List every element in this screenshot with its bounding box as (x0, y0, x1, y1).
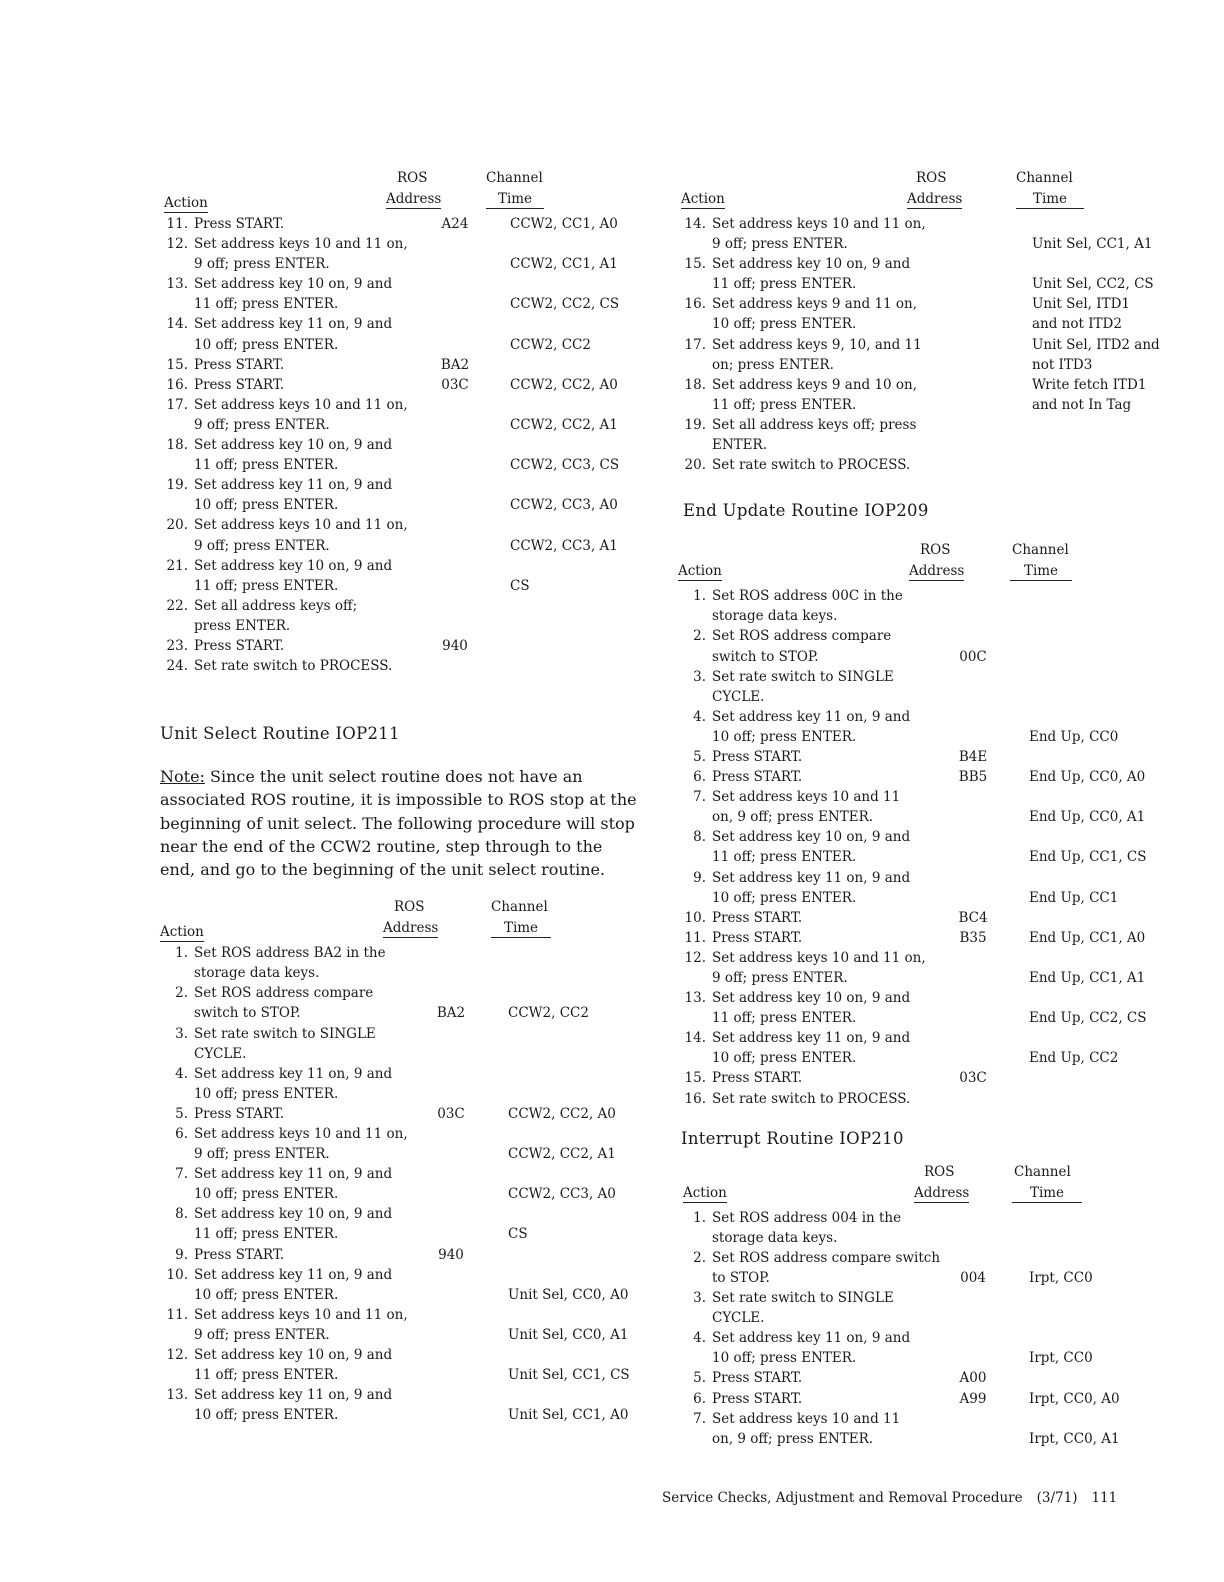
channel-time: Irpt, CC0 (1029, 1269, 1093, 1286)
step-action: Set address key 11 on, 9 and 10 off; press ENTER. (712, 869, 911, 906)
step-action: Set rate switch to PROCESS. (712, 1090, 911, 1107)
step-number: 24. (166, 658, 188, 675)
ccw2-procedure-continued (160, 170, 640, 676)
step-action: Set ROS address compare switch to STOP. (712, 628, 892, 665)
channel-time: CCW2, CC2, A0 (510, 376, 618, 393)
step-action: Press START. (712, 909, 803, 926)
step-action: Set address key 10 on, 9 and 11 off; press ENTER. (194, 1206, 393, 1243)
ros-address: A24 (441, 216, 469, 232)
step-number: 18. (684, 376, 706, 393)
step-row (160, 1064, 640, 1104)
step-row (678, 988, 1178, 1028)
action-header: Action (681, 191, 725, 207)
step-number: 3. (693, 1290, 706, 1307)
step-number: 10. (166, 1266, 188, 1283)
step-action: Set address key 11 on, 9 and 10 off; press ENTER. (194, 1065, 393, 1102)
channel-time: Unit Sel, CC0, A0 (508, 1286, 629, 1303)
step-row (678, 1409, 1178, 1449)
step-number: 1. (175, 945, 188, 962)
action-header: Action (164, 195, 208, 211)
channel-header-bottom: Time (1010, 563, 1072, 581)
channel-time: Irpt, CC0 (1029, 1350, 1093, 1367)
channel-header-top: Channel (486, 170, 543, 186)
step-number: 16. (684, 296, 706, 313)
right-column (678, 170, 1178, 1449)
step-action: Set ROS address 004 in the storage data keys. (712, 1209, 902, 1246)
step-action: Set address key 11 on, 9 and 10 off; press ENTER. (194, 1266, 393, 1303)
channel-time: Irpt, CC0, A0 (1029, 1390, 1120, 1407)
step-row (160, 475, 640, 515)
table-header (678, 542, 1178, 586)
step-action: Press START. (712, 1070, 803, 1087)
step-action: Set address key 10 on, 9 and 11 off; press ENTER. (194, 1347, 393, 1384)
interrupt-procedure (678, 1164, 1178, 1449)
step-action: Press START. (712, 1370, 803, 1387)
step-row (160, 435, 640, 475)
table-header (678, 170, 1178, 214)
step-number: 12. (166, 236, 188, 253)
step-number: 12. (684, 949, 706, 966)
step-number: 11. (166, 216, 188, 232)
channel-time: CCW2, CC2, A0 (508, 1105, 616, 1122)
step-number: 3. (693, 668, 706, 685)
step-row (160, 1124, 640, 1164)
step-action: Press START. (194, 356, 285, 373)
step-row (160, 943, 640, 983)
step-action: Set address keys 10 and 11 on, 9 off; press ENTER. (712, 1410, 901, 1447)
ros-address: 004 (960, 1269, 986, 1286)
step-action: Set address keys 10 and 11 on, 9 off; press ENTER. (712, 949, 926, 986)
step-action: Set rate switch to SINGLE CYCLE. (194, 1025, 376, 1062)
step-row (678, 868, 1178, 908)
step-action: Press START. (194, 216, 285, 232)
step-number: 18. (166, 437, 188, 454)
step-number: 5. (175, 1105, 188, 1122)
step-row (678, 1248, 1178, 1288)
step-number: 17. (166, 396, 188, 413)
ros-address: 00C (959, 648, 987, 665)
step-row (678, 375, 1178, 415)
step-number: 10. (684, 909, 706, 926)
section-title-end-update: End Update Routine IOP209 (683, 501, 929, 521)
step-action: Set rate switch to PROCESS. (712, 457, 911, 474)
ros-header-top: ROS (916, 170, 947, 186)
step-action: Press START. (194, 637, 285, 654)
channel-time: End Up, CC0, A1 (1029, 809, 1146, 826)
step-action: Set all address keys off; press ENTER. (712, 416, 917, 454)
step-row (678, 928, 1178, 948)
channel-header-bottom: Time (486, 191, 544, 209)
channel-time: CS (508, 1226, 528, 1243)
channel-time: Unit Sel, CC2, CS (1032, 276, 1154, 293)
page-footer (662, 1490, 1131, 1506)
step-list (678, 214, 1178, 475)
unit-select-procedure (160, 899, 640, 1425)
channel-time: Unit Sel, CC1, A1 (1032, 236, 1153, 253)
channel-header-bottom: Time (1016, 191, 1084, 209)
step-row (678, 747, 1178, 767)
footer-title: Service Checks, Adjustment and Removal Procedure (662, 1490, 1023, 1506)
ros-address: B35 (959, 929, 987, 946)
step-row (678, 827, 1178, 867)
step-action: Set address key 10 on, 9 and 11 off; press ENTER. (194, 557, 393, 594)
step-number: 9. (693, 869, 706, 886)
step-action: Set address keys 10 and 11 on, 9 off; press ENTER. (712, 216, 926, 253)
step-row (678, 908, 1178, 928)
step-action: Set ROS address compare switch to STOP. (194, 985, 374, 1022)
channel-time: End Up, CC2 (1029, 1050, 1119, 1067)
step-action: Press START. (194, 1105, 285, 1122)
channel-time: CCW2, CC1, A0 (510, 216, 618, 232)
step-row (160, 1385, 640, 1425)
step-number: 22. (166, 597, 188, 614)
step-action: Press START. (712, 748, 803, 765)
step-number: 3. (175, 1025, 188, 1042)
step-action: Set address key 10 on, 9 and 11 off; press ENTER. (712, 829, 911, 866)
note-paragraph (160, 765, 640, 881)
step-action: Set address keys 10 and 11 on, 9 off; press ENTER. (194, 1126, 408, 1163)
step-number: 16. (684, 1090, 706, 1107)
end-update-procedure (678, 542, 1178, 1108)
section-title-unit-select: Unit Select Routine IOP211 (160, 724, 400, 744)
step-row (678, 1328, 1178, 1368)
channel-time: CCW2, CC3, A1 (510, 537, 618, 554)
step-row (160, 1024, 640, 1064)
step-number: 8. (175, 1206, 188, 1223)
ros-header-bottom: Address (909, 563, 965, 580)
ros-address: B4E (958, 748, 988, 765)
step-number: 21. (166, 557, 188, 574)
action-header: Action (160, 924, 204, 941)
channel-time: CCW2, CC1, A1 (510, 256, 618, 273)
step-number: 9. (175, 1246, 188, 1263)
step-row (160, 596, 640, 636)
step-number: 5. (693, 748, 706, 765)
step-action: Set ROS address compare switch to STOP. (712, 1249, 941, 1286)
step-number: 7. (693, 789, 706, 806)
ros-header-bottom: Address (914, 1184, 970, 1201)
step-row (678, 214, 1178, 254)
channel-time: CCW2, CC3, A0 (510, 497, 618, 514)
channel-time: CCW2, CC3, CS (510, 457, 620, 474)
step-number: 14. (684, 1030, 706, 1047)
step-row (160, 1305, 640, 1345)
step-row (160, 1345, 640, 1385)
step-list (678, 586, 1178, 1108)
page-number: 111 (1091, 1490, 1118, 1506)
step-number: 14. (166, 316, 188, 333)
step-number: 4. (693, 708, 706, 725)
step-number: 7. (693, 1410, 706, 1427)
footer-date: (3/71) (1036, 1490, 1078, 1506)
step-number: 1. (693, 1209, 706, 1226)
step-action: Set address key 11 on, 9 and 10 off; press ENTER. (194, 1387, 393, 1424)
step-action: Set address keys 10 and 11 on, 9 off; press ENTER. (194, 517, 408, 554)
channel-time: End Up, CC2, CS (1029, 1010, 1147, 1027)
step-number: 7. (175, 1166, 188, 1183)
step-action: Set address key 10 on, 9 and 11 off; press ENTER. (712, 256, 911, 293)
channel-header-top: Channel (491, 899, 548, 916)
channel-time: End Up, CC0, A0 (1029, 769, 1146, 786)
section-title-interrupt: Interrupt Routine IOP210 (681, 1128, 904, 1148)
channel-time: CCW2, CC2, A1 (510, 416, 618, 433)
step-action: Set all address keys off; press ENTER. (194, 597, 358, 634)
step-action: Set ROS address BA2 in the storage data keys. (194, 945, 386, 982)
step-row (678, 1368, 1178, 1388)
step-list (678, 1208, 1178, 1449)
step-action: Set address key 11 on, 9 and 10 off; press ENTER. (712, 708, 911, 745)
step-action: Set address keys 10 and 11 on, 9 off; press ENTER. (712, 789, 901, 826)
step-row (678, 626, 1178, 666)
ros-address: A00 (959, 1370, 987, 1387)
channel-time: CS (510, 577, 530, 594)
step-row (160, 375, 640, 395)
step-row (160, 395, 640, 435)
step-row (678, 787, 1178, 827)
step-number: 6. (175, 1126, 188, 1143)
step-number: 16. (166, 376, 188, 393)
step-action: Press START. (712, 1390, 803, 1407)
step-action: Set address key 11 on, 9 and 10 off; press ENTER. (712, 1330, 911, 1367)
unit-select-procedure-continued (678, 170, 1178, 475)
channel-time: CCW2, CC3, A0 (508, 1186, 616, 1203)
step-row (678, 1389, 1178, 1409)
step-row (160, 1245, 640, 1265)
step-action: Set rate switch to SINGLE CYCLE. (712, 1290, 894, 1327)
step-row (678, 1068, 1178, 1088)
table-header (678, 1164, 1178, 1208)
channel-time: End Up, CC1, CS (1029, 849, 1147, 866)
ros-address: 940 (438, 1246, 464, 1263)
channel-time: Irpt, CC0, A1 (1029, 1430, 1120, 1447)
step-number: 19. (684, 416, 706, 433)
step-number: 2. (693, 628, 706, 645)
step-action: Set rate switch to SINGLE CYCLE. (712, 668, 894, 705)
step-number: 11. (166, 1306, 188, 1323)
channel-time: CCW2, CC2, CS (510, 296, 620, 313)
step-number: 2. (693, 1249, 706, 1266)
ros-header-top: ROS (397, 170, 428, 186)
step-number: 4. (175, 1065, 188, 1082)
step-row (160, 214, 640, 234)
channel-header-top: Channel (1014, 1163, 1071, 1180)
ros-address: 940 (442, 637, 468, 654)
step-number: 19. (166, 477, 188, 494)
ros-address: 03C (437, 1105, 465, 1122)
step-number: 4. (693, 1330, 706, 1347)
step-action: Set address keys 10 and 11 on, 9 off; press ENTER. (194, 1306, 408, 1343)
step-row (160, 656, 640, 676)
step-number: 14. (684, 216, 706, 232)
ros-address: BA2 (440, 356, 470, 373)
step-action: Set rate switch to PROCESS. (194, 658, 393, 675)
step-number: 6. (693, 1390, 706, 1407)
step-number: 11. (684, 929, 706, 946)
step-action: Set address key 10 on, 9 and 11 off; press ENTER. (712, 990, 911, 1027)
step-number: 17. (684, 336, 706, 353)
step-action: Set address keys 10 and 11 on, 9 off; press ENTER. (194, 236, 408, 273)
step-row (678, 667, 1178, 707)
step-number: 8. (693, 829, 706, 846)
channel-time: End Up, CC1, A1 (1029, 970, 1146, 986)
channel-time: Write fetch ITD1 and not In Tag (1032, 376, 1147, 413)
step-row (678, 335, 1178, 375)
step-row (678, 1089, 1178, 1109)
ros-address: BC4 (958, 909, 988, 926)
step-row (678, 1028, 1178, 1068)
step-row (678, 948, 1178, 988)
step-number: 6. (693, 769, 706, 786)
step-number: 13. (684, 990, 706, 1007)
step-row (678, 586, 1178, 626)
action-header: Action (683, 1184, 727, 1201)
step-row (160, 1204, 640, 1244)
ros-address: 03C (441, 376, 469, 393)
channel-time: CCW2, CC2 (508, 1005, 589, 1022)
step-action: Set address key 11 on, 9 and 10 off; press ENTER. (194, 477, 393, 514)
left-column (160, 170, 640, 1425)
step-action: Set ROS address 00C in the storage data keys. (712, 588, 903, 625)
channel-time: End Up, CC1, A0 (1029, 929, 1146, 946)
step-row (160, 274, 640, 314)
step-row (678, 415, 1178, 455)
step-row (678, 1208, 1178, 1248)
step-row (160, 314, 640, 354)
step-row (678, 707, 1178, 747)
step-row (160, 515, 640, 555)
step-row (678, 1288, 1178, 1328)
ros-address: BA2 (436, 1005, 466, 1022)
step-list (160, 943, 640, 1425)
step-row (678, 254, 1178, 294)
ros-header-top: ROS (924, 1163, 955, 1180)
ros-header-top: ROS (394, 899, 425, 916)
step-number: 12. (166, 1347, 188, 1364)
ros-header-bottom: Address (907, 191, 963, 207)
step-row (678, 455, 1178, 475)
step-number: 20. (684, 457, 706, 474)
step-row (678, 767, 1178, 787)
step-action: Set address keys 9, 10, and 11 on; press ENTER. (712, 336, 922, 373)
step-row (160, 1164, 640, 1204)
note-label: Note: (160, 767, 205, 787)
table-header (160, 899, 640, 943)
step-action: Set address keys 10 and 11 on, 9 off; press ENTER. (194, 396, 408, 433)
channel-time: CCW2, CC2 (510, 336, 591, 353)
step-row (160, 983, 640, 1023)
step-action: Press START. (712, 929, 803, 946)
step-number: 15. (684, 256, 706, 273)
channel-header-bottom: Time (491, 920, 551, 938)
step-action: Set address key 10 on, 9 and 11 off; press ENTER. (194, 437, 393, 474)
step-row (160, 1104, 640, 1124)
step-number: 20. (166, 517, 188, 534)
channel-time: Unit Sel, CC0, A1 (508, 1326, 629, 1343)
step-number: 13. (166, 1387, 188, 1404)
step-row (160, 556, 640, 596)
step-number: 15. (684, 1070, 706, 1087)
channel-header-top: Channel (1012, 542, 1069, 559)
step-number: 15. (166, 356, 188, 373)
step-action: Set address keys 9 and 10 on, 11 off; press ENTER. (712, 376, 918, 413)
step-list (160, 214, 640, 676)
table-header (160, 170, 640, 214)
step-row (160, 636, 640, 656)
action-header: Action (678, 563, 722, 580)
channel-header-top: Channel (1016, 170, 1073, 186)
step-action: Press START. (194, 376, 285, 393)
channel-time: End Up, CC0 (1029, 728, 1119, 745)
step-row (678, 294, 1178, 334)
step-action: Set address key 11 on, 9 and 10 off; press ENTER. (712, 1030, 911, 1067)
ros-address: A99 (959, 1390, 987, 1407)
channel-time: CCW2, CC2, A1 (508, 1146, 616, 1163)
channel-time: End Up, CC1 (1029, 889, 1119, 906)
step-number: 1. (693, 588, 706, 605)
channel-time: Unit Sel, CC1, A0 (508, 1407, 629, 1424)
channel-header-bottom: Time (1012, 1185, 1082, 1203)
step-action: Set address key 11 on, 9 and 10 off; press ENTER. (194, 1166, 393, 1203)
step-action: Set address key 11 on, 9 and 10 off; press ENTER. (194, 316, 393, 353)
step-number: 5. (693, 1370, 706, 1387)
note-text: Since the unit select routine does not have an associated ROS routine, it is impossible to ROS stop at the beginning of unit select. The following procedure will stop near the end of the CCW2 routine, step through to the end, and go to the beginning of the unit select routine. (160, 767, 637, 879)
step-number: 2. (175, 985, 188, 1002)
step-number: 23. (166, 637, 188, 654)
ros-address: BB5 (958, 769, 988, 786)
step-action: Set address key 10 on, 9 and 11 off; press ENTER. (194, 276, 393, 313)
step-action: Set address keys 9 and 11 on, 10 off; press ENTER. (712, 296, 918, 333)
channel-time: Unit Sel, ITD2 and not ITD3 (1032, 336, 1160, 373)
step-row (160, 1265, 640, 1305)
step-number: 13. (166, 276, 188, 293)
ros-header-bottom: Address (386, 191, 442, 207)
ros-address: 03C (959, 1070, 987, 1087)
ros-header-bottom: Address (383, 920, 439, 937)
channel-time: Unit Sel, CC1, CS (508, 1367, 630, 1384)
step-row (160, 355, 640, 375)
channel-time: Unit Sel, ITD1 and not ITD2 (1032, 296, 1130, 333)
ros-header-top: ROS (920, 542, 951, 559)
step-action: Press START. (712, 769, 803, 786)
step-row (160, 234, 640, 274)
step-action: Press START. (194, 1246, 285, 1263)
